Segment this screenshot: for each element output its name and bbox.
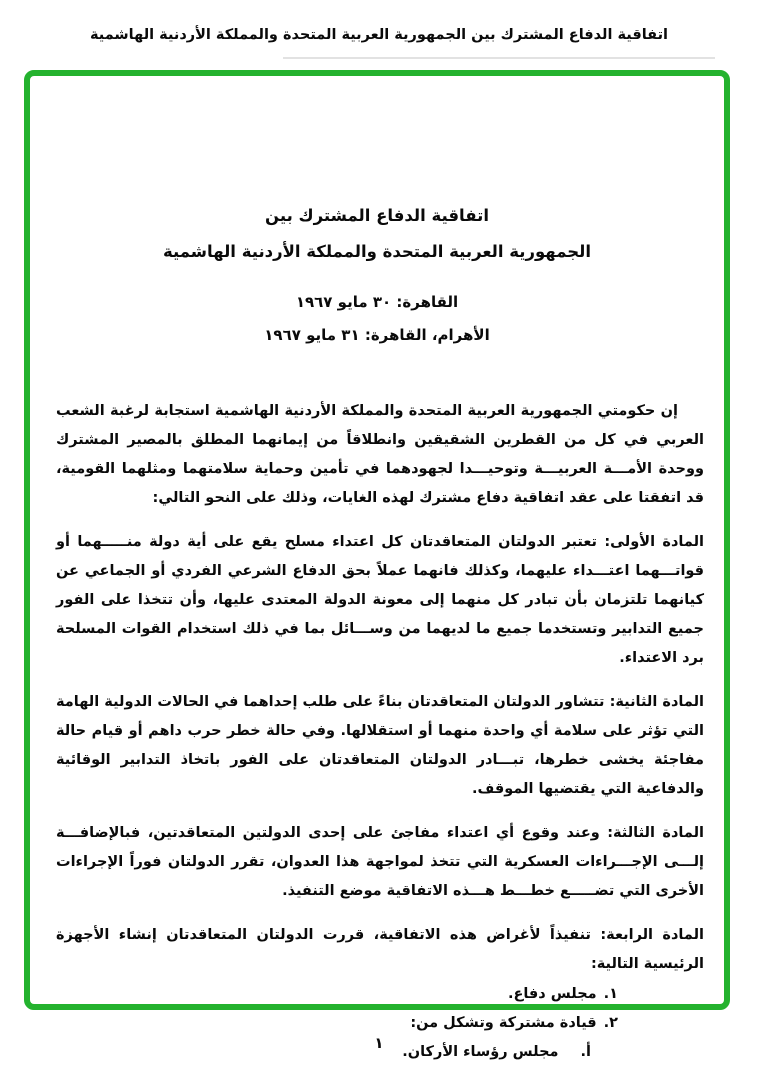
list-item-defense-council: [56, 980, 704, 1009]
article-4-intro-paragraph: المادة الرابعة: تنفيذاً لأغراض هذه الاتفاقية، قررت الدولتان المتعاقدتان إنشاء الأجهزة الرئيسية التالية:: [56, 927, 704, 972]
list-marker: أ.: [580, 1044, 591, 1060]
list-marker: ٢.: [603, 1015, 618, 1031]
page-header-title: اتفاقية الدفاع المشترك بين الجمهورية العربية المتحدة والمملكة الأردنية الهاشمية: [89, 27, 668, 43]
article-2-paragraph: المادة الثانية: تتشاور الدولتان المتعاقدتان بناءً على طلب إحداهما في الحالات الدولية الهامة التي تؤثر على سلامة أي واحدة منهما أو استقلالها. وفي حالة خطر حرب داهم أو قيام حالة مفاجئة يخشى خطرها، تبـــادر الدولتان المتعاقدتان على الفور باتخاذ التدابير الوقائية والدفاعية التي يقتضيها الموقف.: [56, 694, 704, 797]
article-1-paragraph: المادة الأولى: تعتبر الدولتان المتعاقدتان كل اعتداء مسلح يقع على أية دولة منـــــهما أو قواتـــهما اعتـــداء عليهما، وكذلك فانهما عملاً بحق الدفاع الشرعي الفردي أو الجماعي عن كيانهما تلتزمان بأن تبادر كل منهما إلى معونة الدولة المعتدى عليها، وأن تتخذا على الفور جميع التدابير وتستخدما جميع ما لديهما من وســـائل بما في ذلك استخدام القوات المسلحة برد الاعتداء.: [56, 534, 704, 666]
page-number: ١: [374, 1034, 384, 1052]
dateline-cairo: القاهرة: ٣٠ مايو ١٩٦٧: [295, 293, 459, 311]
document-dateline-block: [24, 286, 730, 352]
header-underline-artifact: [283, 57, 715, 59]
list-item-text: مجلس رؤساء الأركان.: [402, 1044, 559, 1060]
preamble-paragraph: إن حكومتي الجمهورية العربية المتحدة والمملكة الأردنية الهاشمية استجابة لرغبة الشعب العربي في كل من القطرين الشقيقين وانطلاقاً من إيمانهما المطلق بالمصير المشترك ووحدة الأمـــة العربيـــة وتوحيـــدا لجهودهما في تأمين وحماية سلامتهما ومثلهما القومية، قد اتفقتا على عقد اتفاقية دفاع مشترك لهذه الغايات، وذلك على النحو التالي:: [56, 403, 704, 506]
list-item-text: قيادة مشتركة وتشكل من:: [410, 1015, 597, 1031]
article-3-paragraph: المادة الثالثة: وعند وقوع أي اعتداء مفاجئ على إحدى الدولتين المتعاقدتين، فبالإضافـــة إلـــى الإجـــراءات العسكرية التي تتخذ لمواجهة هذا العدوان، تقرر الدولتان فوراً الإجراءات الأخرى التي تضـــــع خطـــط هـــذه الاتفاقية موضع التنفيذ.: [56, 825, 704, 899]
document-title-block: [24, 198, 730, 270]
list-marker: ١.: [603, 986, 618, 1002]
doc-title-line-2: الجمهورية العربية المتحدة والمملكة الأردنية الهاشمية: [162, 242, 592, 261]
doc-title-line-1: اتفاقية الدفاع المشترك بين: [265, 206, 489, 225]
dateline-ahram: الأهرام، القاهرة: ٣١ مايو ١٩٦٧: [264, 326, 490, 344]
document-body: [56, 397, 704, 1067]
list-item-text: مجلس دفاع.: [507, 986, 597, 1002]
